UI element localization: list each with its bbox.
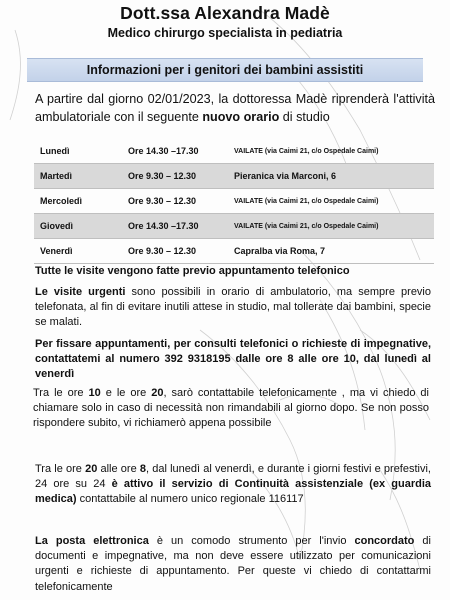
intro-text-after: di studio [279, 110, 330, 124]
schedule-day: Martedì [34, 164, 122, 189]
urgent-visits-text: sono possibili in orario di ambulatorio, ma sempre previo telefonata, al fin di evitare inutili attese in studio, mal tollerate dai bambini, specie se malati. [35, 286, 431, 329]
schedule-time: Ore 14.30 –17.30 [122, 139, 228, 164]
schedule-time: Ore 9.30 – 12.30 [122, 239, 228, 264]
email-label: La posta elettronica [35, 535, 149, 547]
schedule-time: Ore 9.30 – 12.30 [122, 164, 228, 189]
continuity-service: è attivo il servizio di Continuità assistenziale (ex guardia medica) [35, 478, 431, 506]
continuity-text2: contattabile al numero unico regionale 116117 [76, 493, 304, 506]
schedule-place: Capralba via Roma, 7 [228, 239, 434, 264]
schedule-place: Pieranica via Marconi, 6 [228, 164, 434, 189]
intro-text-before: A partire dal giorno 02/01/2023, la dottoressa Madè riprenderà l'attività ambulatoriale con il seguente [35, 92, 435, 124]
late-hours-mid: e le ore [100, 387, 152, 399]
appointment-notice: Tutte le visite vengono fatte previo appuntamento telefonico [35, 265, 350, 277]
contact-paragraph: Per fissare appuntamenti, per consulti telefonici o richieste di impegnative, contattatemi al numero 392 9318195 dalle ore 8 alle ore 10, dal lunedì al venerdì [35, 338, 431, 381]
info-banner: Informazioni per i genitori dei bambini assistiti [27, 58, 423, 82]
schedule-day: Mercoledì [34, 189, 122, 214]
continuity-text1: , dal lunedì al venerdì, e durante i giorni festivi e prefestivi, 24 ore su 24 [35, 463, 431, 491]
continuity-h2: 8 [139, 463, 146, 475]
email-paragraph [35, 534, 431, 595]
schedule-row [34, 239, 434, 264]
schedule-row [34, 139, 434, 164]
urgent-visits-paragraph [35, 285, 431, 331]
schedule-place: VAILATE (via Caimi 21, c/o Ospedale Caimi) [228, 139, 434, 164]
schedule-day: Venerdì [34, 239, 122, 264]
late-hours-prefix: Tra le ore [33, 387, 89, 399]
schedule-place: VAILATE (via Caimi 21, c/o Ospedale Caimi) [228, 189, 434, 214]
intro-paragraph [35, 90, 435, 126]
continuity-paragraph [35, 462, 431, 508]
header [0, 2, 450, 42]
doctor-role: Medico chirurgo specialista in pediatria [107, 26, 343, 40]
doctor-name: Dott.ssa Alexandra Madè [120, 3, 330, 23]
schedule-row [34, 189, 434, 214]
late-hours-h1: 10 [88, 387, 101, 399]
schedule-place: VAILATE (via Caimi 21, c/o Ospedale Caimi) [228, 214, 434, 239]
email-text1: è un comodo strumento per l'invio [148, 535, 355, 547]
continuity-prefix: Tra le ore [35, 463, 86, 475]
schedule-day: Giovedì [34, 214, 122, 239]
late-hours-text: , sarò contattabile telefonicamente , ma vi chiedo di chiamare solo in caso di necessità non rimandabili al giorno dopo. Se non posso rispondere subito, vi richiamerò appena possibile [33, 387, 429, 430]
continuity-mid: alle ore [97, 463, 140, 475]
schedule-row [34, 164, 434, 189]
email-concordato: concordato [354, 535, 415, 547]
schedule-time: Ore 9.30 – 12.30 [122, 189, 228, 214]
continuity-h1: 20 [85, 463, 98, 475]
intro-text-bold: nuovo orario [202, 110, 280, 124]
late-hours-h2: 20 [151, 387, 164, 399]
email-text2: di documenti e impegnative, ma non deve essere utilizzato per comunicazioni urgenti e richieste di appuntamento. Per queste vi chiedo di contattarmi telefonicamente [35, 535, 431, 593]
schedule-table [34, 139, 434, 264]
schedule-time: Ore 14.30 –17.30 [122, 214, 228, 239]
urgent-visits-label: Le visite urgenti [35, 286, 126, 298]
late-hours-paragraph [33, 386, 429, 432]
schedule-row [34, 214, 434, 239]
schedule-day: Lunedì [34, 139, 122, 164]
